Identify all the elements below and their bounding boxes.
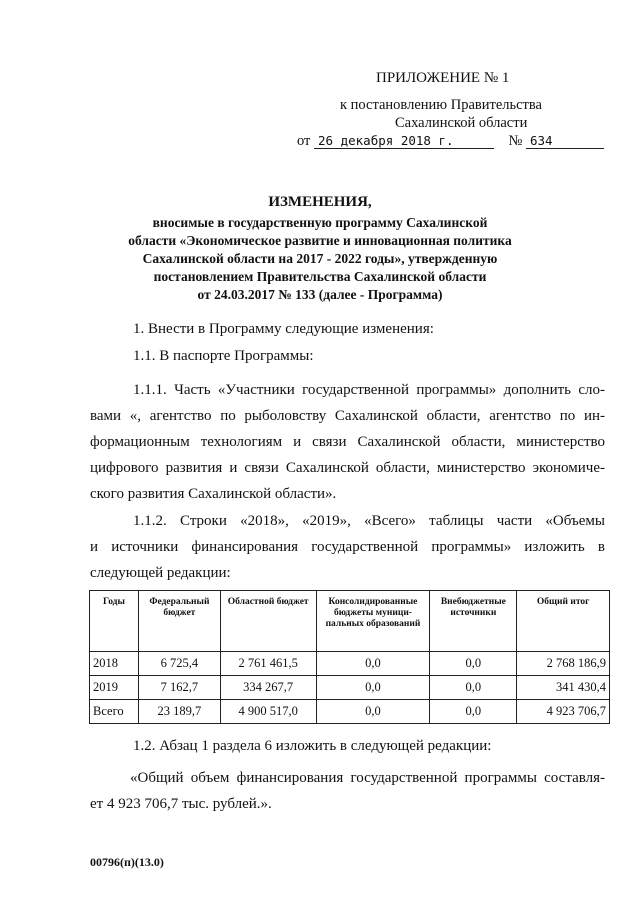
table-cell: 7 162,7	[138, 676, 220, 700]
table-header-row	[90, 591, 610, 652]
number-value: 634	[526, 134, 604, 149]
paragraph-line: ет 4 923 706,7 тыс. рублей.».	[90, 796, 272, 812]
table-cell: 2 761 461,5	[220, 652, 316, 676]
paragraph-line: «Общий объем финансирования государственной программы составля-	[130, 770, 605, 786]
paragraph-1: 1. Внести в Программу следующие изменения:	[133, 321, 434, 337]
table-cell: 4 900 517,0	[220, 700, 316, 724]
title-line: вносимые в государственную программу Сахалинской	[152, 215, 488, 230]
column-header: Консолидированные бюджеты муници-пальных образований	[316, 591, 430, 652]
paragraph-1-1-1	[90, 377, 605, 507]
number-prefix: №	[508, 133, 523, 149]
table-cell: 0,0	[430, 652, 517, 676]
table-cell: Всего	[90, 700, 139, 724]
annex-label: ПРИЛОЖЕНИЕ № 1	[376, 70, 510, 86]
column-header: Общий итог	[517, 591, 610, 652]
table-cell: 0,0	[430, 700, 517, 724]
table-cell: 2 768 186,9	[517, 652, 610, 676]
date-number-line	[297, 133, 604, 150]
date-prefix: от	[297, 133, 311, 149]
column-header: Областной бюджет	[220, 591, 316, 652]
paragraph-1-2: 1.2. Абзац 1 раздела 6 изложить в следующей редакции:	[133, 738, 492, 754]
column-header: Годы	[90, 591, 139, 652]
table-row	[90, 652, 610, 676]
paragraph-line: 1.1.1. Часть «Участники государственной программы» дополнить сло-	[133, 382, 605, 398]
table-cell: 0,0	[316, 700, 430, 724]
annex-line-1: к постановлению Правительства	[340, 97, 542, 113]
paragraph-line: формационным технологиям и связи Сахалинской области, министерство	[90, 434, 605, 450]
column-header: Федеральный бюджет	[138, 591, 220, 652]
table-cell: 334 267,7	[220, 676, 316, 700]
paragraph-line: 1.1.2. Строки «2018», «2019», «Всего» таблицы части «Объемы	[133, 513, 605, 529]
paragraph-line: следующей редакции:	[90, 565, 231, 581]
paragraph-line: и источники финансирования государственной программы» изложить в	[90, 539, 605, 555]
table-cell: 341 430,4	[517, 676, 610, 700]
paragraph-1-1: 1.1. В паспорте Программы:	[133, 348, 314, 364]
table-cell: 6 725,4	[138, 652, 220, 676]
paragraph-1-1-2	[90, 508, 605, 586]
title-line: области «Экономическое развитие и инновационная политика	[128, 233, 512, 248]
table-cell: 0,0	[430, 676, 517, 700]
table-cell: 0,0	[316, 652, 430, 676]
paragraph-line: ского развития Сахалинской области».	[90, 486, 337, 502]
table-cell: 23 189,7	[138, 700, 220, 724]
paragraph-quote	[90, 765, 605, 817]
paragraph-line: цифрового развития и связи Сахалинской области, министерство экономиче-	[90, 460, 605, 476]
doc-title: ИЗМЕНЕНИЯ,	[268, 194, 372, 210]
table-cell: 4 923 706,7	[517, 700, 610, 724]
paragraph-line: вами «, агентство по рыболовству Сахалинской области, агентство по ин-	[90, 408, 605, 424]
table-row	[90, 676, 610, 700]
title-line: Сахалинской области на 2017 - 2022 годы», утвержденную	[142, 251, 498, 266]
title-line: постановлением Правительства Сахалинской области	[153, 269, 487, 284]
table-row	[90, 700, 610, 724]
annex-line-2: Сахалинской области	[395, 115, 528, 131]
column-header: Внебюджетные источники	[430, 591, 517, 652]
financing-table	[89, 590, 610, 724]
title-line: от 24.03.2017 № 133 (далее - Программа)	[197, 287, 443, 302]
table-cell: 0,0	[316, 676, 430, 700]
table-cell: 2018	[90, 652, 139, 676]
document-code: 00796(п)(13.0)	[90, 855, 164, 869]
table-cell: 2019	[90, 676, 139, 700]
date-value: 26 декабря 2018 г.	[314, 134, 494, 149]
